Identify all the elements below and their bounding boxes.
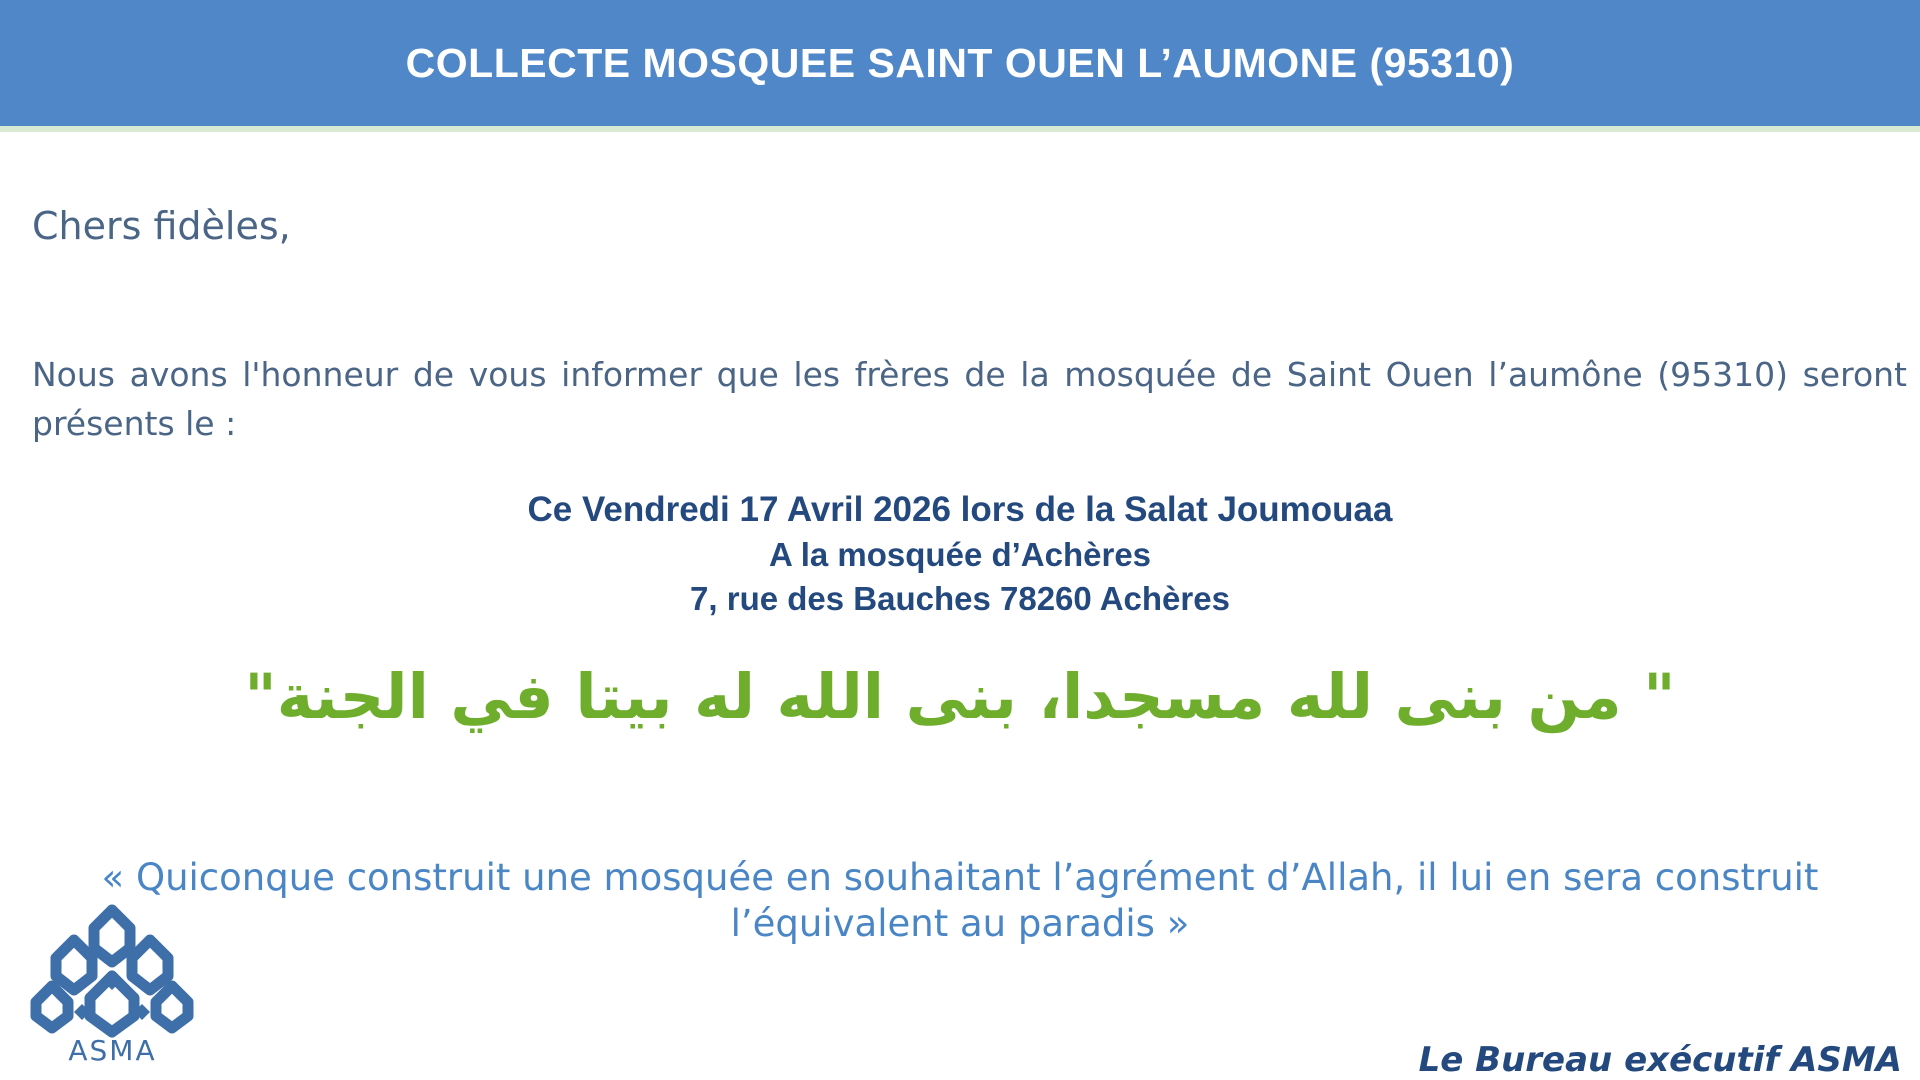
french-quote: « Quiconque construit une mosquée en souhaitant l’agrément d’Allah, il lui en sera construit l’équivalent au paradis »: [101, 856, 1819, 945]
intro-paragraph: Nous avons l'honneur de vous informer que les frères de la mosquée de Saint Ouen l’aumône (95310) seront présents le :: [32, 355, 1907, 443]
event-address: 7, rue des Bauches 78260 Achères: [690, 580, 1230, 617]
event-date: Ce Vendredi 17 Avril 2026 lors de la Salat Joumouaa: [527, 490, 1393, 529]
greeting-text: Chers fidèles,: [32, 204, 291, 248]
page-title: COLLECTE MOSQUEE SAINT OUEN L’AUMONE (95310): [405, 39, 1515, 86]
signature: Le Bureau exécutif ASMA: [1418, 1040, 1902, 1080]
logo-text: ASMA: [68, 1034, 157, 1067]
arabic-hadith: " من بنى لله مسجدا، بنى الله له بيتا في الجنة": [244, 660, 1676, 733]
event-place: A la mosquée d’Achères: [768, 536, 1152, 573]
header-banner: [0, 0, 1920, 132]
